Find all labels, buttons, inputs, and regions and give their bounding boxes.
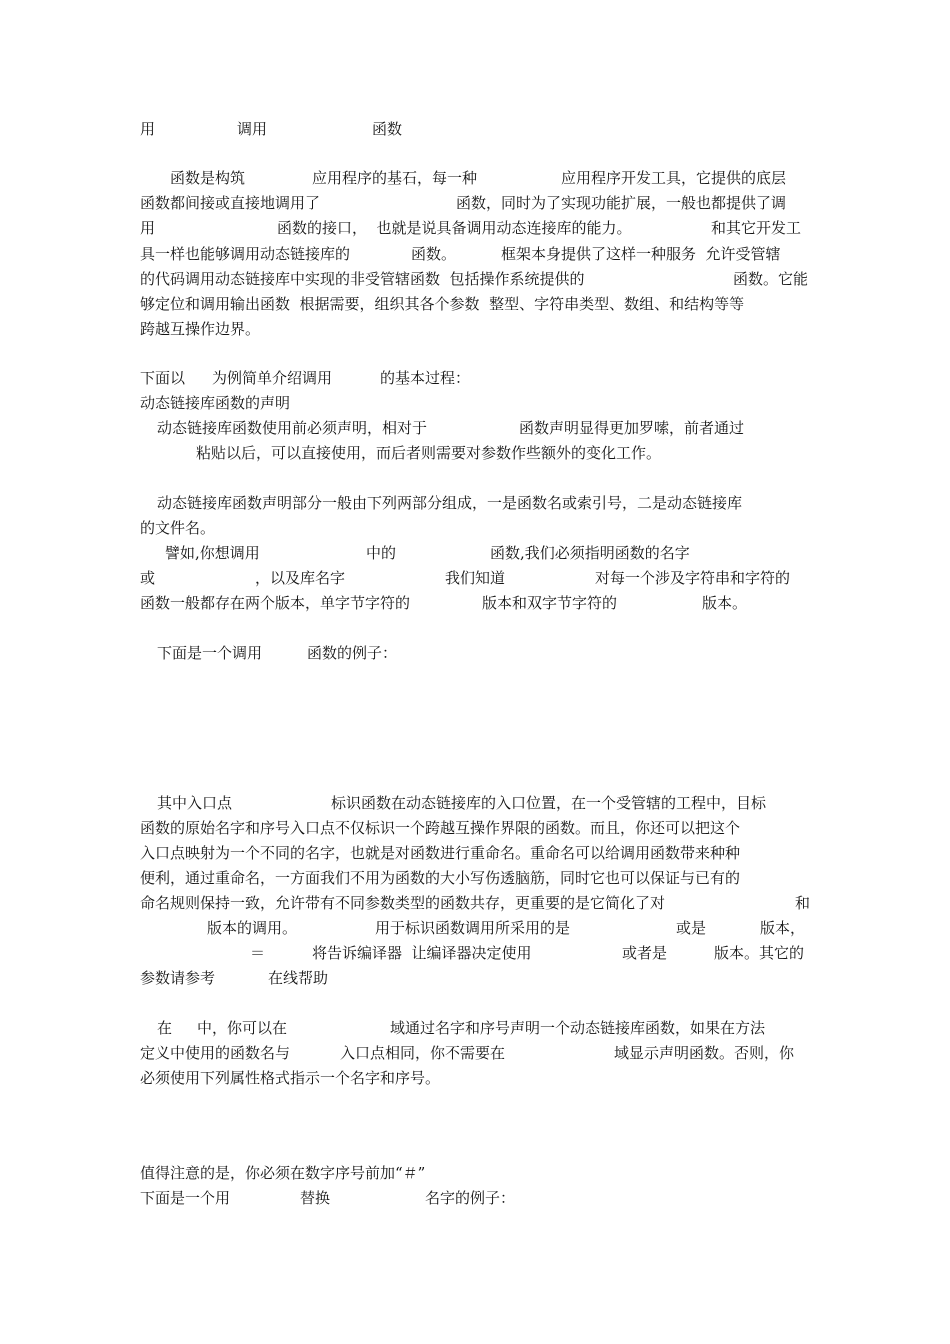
intro-text: 函数的接口， 也就是说具备调用动态连接库的能力。 <box>277 219 632 237</box>
process-intro: 的基本过程： <box>380 369 471 387</box>
entry-text: 其中入口点 <box>157 794 233 812</box>
note-text: 下面是一个用 <box>140 1189 231 1207</box>
decl-text: 中的 <box>366 544 397 562</box>
entry-text: 参数请参考 <box>140 969 216 987</box>
example-intro: 函数的例子： <box>307 644 398 662</box>
decl-text: 版本。 <box>702 594 748 612</box>
field-text: 定义中使用的函数名与 <box>140 1044 291 1062</box>
intro-text: 函数是构筑 <box>170 169 246 187</box>
entry-text: 版本， <box>760 919 806 937</box>
decl-text: 动态链接库函数声明部分一般由下列两部分组成，一是函数名或索引号，二是动态链接库 <box>157 494 743 512</box>
entry-text: 命名规则保持一致，允许带有不同参数类型的函数共存，更重要的是它简化了对 <box>140 894 666 912</box>
entry-text: 和 <box>795 894 811 912</box>
process-text: 函数声明显得更加罗嗦，前者通过 <box>519 419 745 437</box>
entry-text: 函数的原始名字和序号入口点不仅标识一个跨越互操作界限的函数。而且，你还可以把这个 <box>140 819 741 837</box>
entry-text: 版本的调用。 <box>207 919 298 937</box>
intro-text: 函数。 <box>411 245 457 263</box>
process-text: 动态链接库函数使用前必须声明，相对于 <box>157 419 428 437</box>
note-text: 名字的例子： <box>425 1189 516 1207</box>
intro-text: 具一样也能够调用动态链接库的 <box>140 245 351 263</box>
example-intro: 下面是一个调用 <box>157 644 263 662</box>
decl-text: 或 <box>140 569 156 587</box>
entry-text: 将告诉编译器 让编译器决定使用 <box>312 944 532 962</box>
entry-text: 版本。其它的 <box>714 944 805 962</box>
entry-text: 或者是 <box>622 944 668 962</box>
entry-text: 用于标识函数调用所采用的是 <box>375 919 571 937</box>
entry-text: 或是 <box>676 919 707 937</box>
decl-text: 函数,我们必须指明函数的名字 <box>490 544 690 562</box>
entry-text: ＝ <box>250 944 266 962</box>
intro-text: 函数，同时为了实现功能扩展，一般也都提供了调 <box>456 194 787 212</box>
intro-text: 函数都间接或直接地调用了 <box>140 194 321 212</box>
doc-title-word: 用 <box>140 120 156 138</box>
decl-text: 的文件名。 <box>140 519 216 537</box>
decl-text: 版本和双字节字符的 <box>482 594 618 612</box>
process-intro: 下面以 <box>140 369 186 387</box>
decl-text: 譬如,你想调用 <box>165 544 260 562</box>
field-text: 必须使用下列属性格式指示一个名字和序号。 <box>140 1069 441 1087</box>
entry-text: 在线帮助 <box>268 969 329 987</box>
process-intro: 为例简单介绍调用 <box>212 369 333 387</box>
intro-text: 函数。它能 <box>733 270 809 288</box>
field-text: 在 <box>157 1019 173 1037</box>
intro-text: 框架本身提供了这样一种服务 允许受管辖 <box>501 245 781 263</box>
field-text: 域通过名字和序号声明一个动态链接库函数，如果在方法 <box>390 1019 766 1037</box>
field-text: 中，你可以在 <box>197 1019 288 1037</box>
field-text: 入口点相同，你不需要在 <box>340 1044 506 1062</box>
decl-text: ，以及库名字 <box>255 569 346 587</box>
decl-text: 我们知道 <box>445 569 506 587</box>
section-heading: 动态链接库函数的声明 <box>140 394 291 412</box>
entry-text: 入口点映射为一个不同的名字，也就是对函数进行重命名。重命名可以给调用函数带来种种 <box>140 844 741 862</box>
note-text: 替换 <box>300 1189 331 1207</box>
note-text: 值得注意的是，你必须在数字序号前加“＃” <box>140 1164 426 1182</box>
decl-text: 函数一般都存在两个版本，单字节字符的 <box>140 594 411 612</box>
decl-text: 对每一个涉及字符串和字符的 <box>595 569 791 587</box>
intro-text: 应用程序的基石，每一种 <box>312 169 478 187</box>
field-text: 域显示声明函数。否则，你 <box>614 1044 795 1062</box>
intro-text: 和其它开发工 <box>711 219 802 237</box>
intro-text: 够定位和调用输出函数 根据需要，组织其各个参数 整型、字符串类型、数组、和结构等等 <box>140 295 745 313</box>
intro-text: 跨越互操作边界。 <box>140 320 261 338</box>
entry-text: 便利，通过重命名，一方面我们不用为函数的大小写伤透脑筋，同时它也可以保证与已有的 <box>140 869 741 887</box>
process-text: 粘贴以后，可以直接使用，而后者则需要对参数作些额外的变化工作。 <box>196 444 662 462</box>
intro-text: 的代码调用动态链接库中实现的非受管辖函数 包括操作系统提供的 <box>140 270 585 288</box>
intro-text: 用 <box>140 219 156 237</box>
entry-text: 标识函数在动态链接库的入口位置，在一个受管辖的工程中，目标 <box>331 794 767 812</box>
doc-title-word: 函数 <box>372 120 403 138</box>
doc-title-word: 调用 <box>237 120 268 138</box>
intro-text: 应用程序开发工具，它提供的底层 <box>561 169 787 187</box>
